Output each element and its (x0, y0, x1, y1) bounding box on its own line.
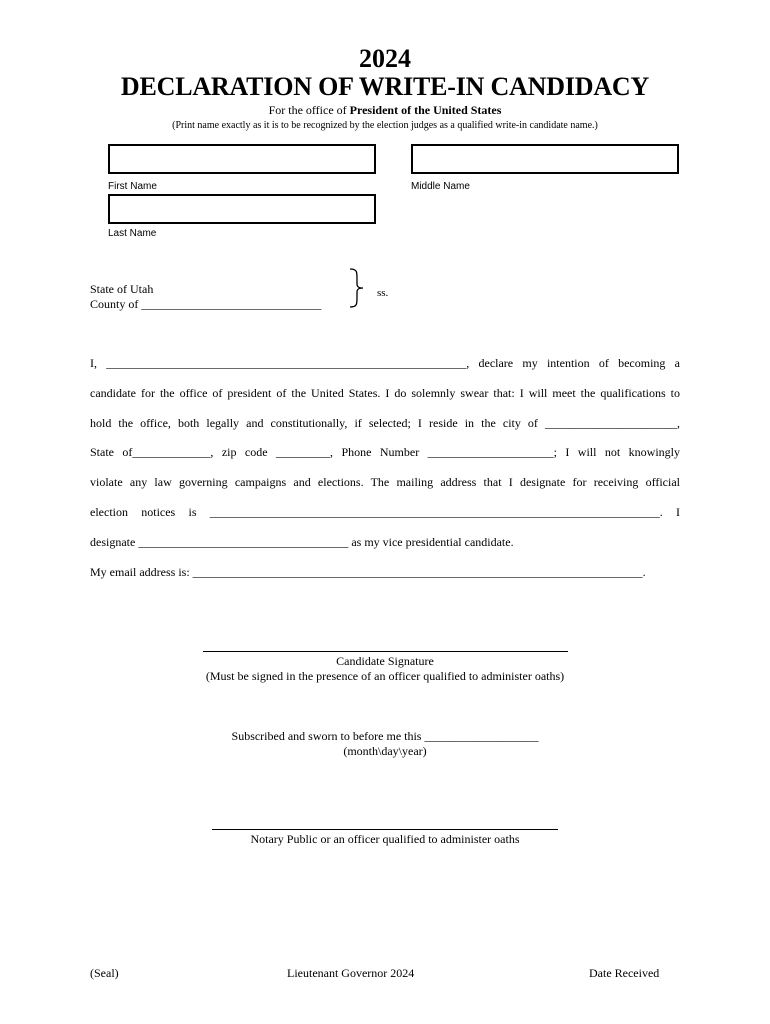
form-title: DECLARATION OF WRITE-IN CANDIDACY (120, 72, 650, 101)
last-name-input[interactable] (110, 196, 374, 222)
notary-label: Notary Public or an officer qualified to administer oaths (250, 832, 520, 846)
declaration-line-8: My email address is: ___________________________________________________________________________. (90, 565, 646, 579)
print-instruction: (Print name exactly as it is to be recognized by the election judges as a qualified write-in candidate name.) (172, 120, 598, 131)
form-year: 2024 (359, 44, 411, 73)
right-brace-icon (348, 268, 366, 308)
sworn-date-hint: (month\day\year) (343, 744, 427, 758)
declaration-line-5: violate any law governing campaigns and elections. The mailing address that I designate for receiving official (90, 475, 680, 489)
venue-ss: ss. (377, 287, 389, 299)
lt-governor-label: Lieutenant Governor 2024 (287, 966, 415, 980)
candidate-signature-line[interactable] (203, 651, 568, 652)
middle-name-field[interactable] (411, 144, 679, 174)
office-prefix: For the office of (268, 103, 350, 117)
sworn-line: Subscribed and sworn to before me this ___________________ (231, 729, 539, 743)
middle-name-label: Middle Name (411, 181, 470, 192)
declaration-line-4: State of_____________, zip code _________, Phone Number _____________________; I will not knowingly (90, 445, 680, 459)
declaration-line-1: I, ____________________________________________________________, declare my intention of becoming a (90, 356, 680, 370)
venue-state: State of Utah (90, 282, 154, 296)
first-name-field[interactable] (108, 144, 376, 174)
candidate-signature-label: Candidate Signature (336, 654, 434, 668)
office-name: President of the United States (349, 103, 502, 117)
declaration-line-2: candidate for the office of president of the United States. I do solemnly swear that: I will meet the qualifications to (90, 386, 680, 400)
declaration-line-6: election notices is ___________________________________________________________________________. I (90, 505, 680, 519)
first-name-input[interactable] (110, 146, 374, 172)
venue-county: County of ______________________________ (90, 297, 322, 311)
last-name-label: Last Name (108, 228, 157, 239)
seal-label: (Seal) (90, 966, 119, 980)
declaration-line-7: designate ___________________________________ as my vice presidential candidate. (90, 535, 514, 549)
last-name-field[interactable] (108, 194, 376, 224)
date-received-label: Date Received (589, 966, 660, 980)
office-line (0, 103, 770, 118)
first-name-label: First Name (108, 181, 157, 192)
declaration-line-3: hold the office, both legally and constitutionally, if selected; I reside in the city of ______________________, (90, 416, 680, 430)
middle-name-input[interactable] (413, 146, 677, 172)
notary-signature-line[interactable] (212, 829, 558, 830)
signature-note: (Must be signed in the presence of an officer qualified to administer oaths) (205, 669, 565, 683)
